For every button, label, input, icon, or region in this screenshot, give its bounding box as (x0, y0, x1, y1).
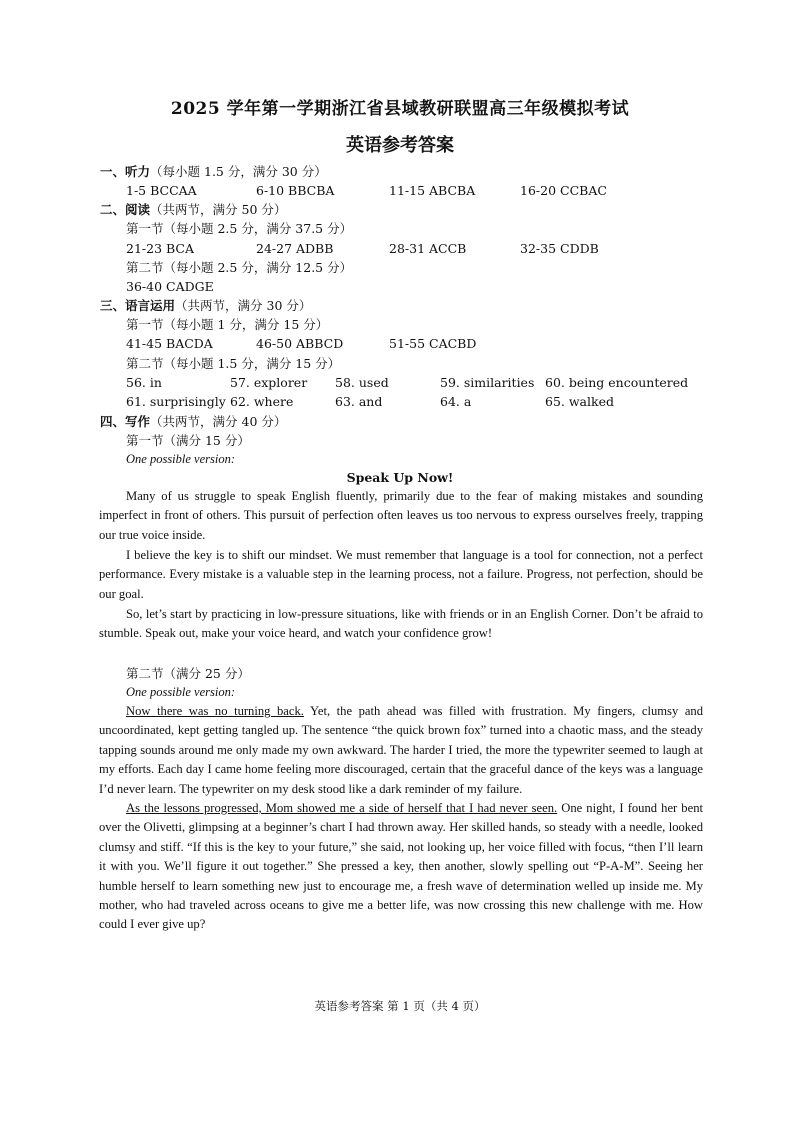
language-part1-label: 第一节（每小题 1 分，满分 15 分） (126, 317, 329, 332)
exam-title: 2025 学年第一学期浙江省县域教研联盟高三年级模拟考试 (170, 99, 630, 119)
reading-part1-answers (126, 239, 726, 258)
reading-part2-answers: 36-40 CADGE (126, 279, 214, 294)
listening-answers (126, 181, 726, 200)
section-number: 二、 (100, 202, 126, 217)
writing-part2-version: One possible version: (126, 685, 236, 699)
blank-answer: 57. explorer (230, 375, 308, 390)
paragraph-body: Yet, the path ahead was filled with frustration. My fingers, clumsy and uncoordinated, kept getting tangled up. The sentence “the quick brown fox” turned into a chaotic mass, and the steady tapping sounds around me only made my own awkward. The harder I tried, the more the typewriter seemed to laugh at my efforts. Each day I came home feeling more discouraged, certain that the graceful dance of the keys was a language I’d never learn. The typewriter on my desk stood like a dark reminder of my failure. (99, 704, 703, 796)
section-name: 阅读 (125, 202, 151, 217)
answer-group: 1-5 BCCAA (126, 183, 197, 198)
essay-title: Speak Up Now! (346, 470, 454, 485)
blank-answer: 60. being encountered (545, 375, 689, 390)
blank-answer: 59. similarities (440, 375, 535, 390)
writing-part1-label: 第一节（满分 15 分） (126, 433, 250, 448)
reading-part2-label: 第二节（每小题 2.5 分，满分 12.5 分） (126, 260, 353, 275)
section-listening-heading (100, 162, 327, 181)
language-part2-label: 第二节（每小题 1.5 分，满分 15 分） (126, 356, 341, 371)
given-opening-sentence: Now there was no turning back. (126, 704, 304, 718)
section-note: （共两节，满分 40 分） (150, 414, 287, 429)
answer-group: 28-31 ACCB (389, 241, 467, 256)
reading-part1-label: 第一节（每小题 2.5 分，满分 37.5 分） (126, 221, 353, 236)
section-name: 写作 (125, 414, 151, 429)
section-language-heading (100, 296, 311, 315)
blank-answer: 61. surprisingly (126, 394, 226, 409)
essay-paragraph: I believe the key is to shift our mindset. We must remember that language is a tool for connection, not a perfect performance. Every mistake is a valuable step in the learning process, not a failure. Progress, not perfection, should be our goal. (99, 548, 703, 601)
continuation-paragraph (99, 799, 703, 935)
answer-key-title: 英语参考答案 (346, 135, 454, 156)
section-note: （共两节，满分 30 分） (175, 298, 312, 313)
answer-group: 11-15 ABCBA (389, 183, 476, 198)
writing-part2-label: 第二节（满分 25 分） (126, 666, 250, 681)
section-number: 三、 (100, 298, 126, 313)
answer-group: 32-35 CDDB (520, 241, 599, 256)
answer-group: 6-10 BBCBA (256, 183, 335, 198)
answer-group: 21-23 BCA (126, 241, 195, 256)
section-reading-heading (100, 200, 286, 219)
blank-answer: 64. a (440, 394, 472, 409)
section-note: （共两节，满分 50 分） (150, 202, 287, 217)
writing-part1-version: One possible version: (126, 452, 236, 466)
answer-group: 24-27 ADBB (256, 241, 334, 256)
paragraph-body: One night, I found her bent over the Olivetti, glimpsing at a beginner’s chart I had thrown away. Her skilled hands, so steady with a needle, looked clumsy and stiff. “If this is the key to your future,” she said, not looking up, her voice filled with focus, “then I’ll learn it with you. We’ll figure it out together.” She pressed a key, then another, slowly spelling out “P-A-M”. Seeing her humble herself to learn something new just to encourage me, a fresh wave of determination welled up inside me. My mother, who had traveled across oceans to give me a better life, was now crossing this new challenge with me. How could I ever give up? (99, 801, 703, 932)
essay-paragraph: Many of us struggle to speak English fluently, primarily due to the fear of making mistakes and sounding imperfect in front of others. This pursuit of perfection often leaves us too nervous to express ourselves freely, trapping our true voice inside. (99, 489, 703, 542)
answer-group: 46-50 ABBCD (256, 336, 344, 351)
answer-group: 41-45 BACDA (126, 336, 213, 351)
continuation-paragraph (99, 702, 703, 799)
blank-answer: 58. used (335, 375, 389, 390)
blank-answer: 56. in (126, 375, 162, 390)
answer-group: 51-55 CACBD (389, 336, 477, 351)
language-part2-row2 (126, 392, 726, 411)
language-part1-answers (126, 334, 726, 353)
section-writing-heading (100, 412, 286, 431)
blank-answer: 62. where (230, 394, 294, 409)
given-opening-sentence: As the lessons progressed, Mom showed me a side of herself that I had never seen. (126, 801, 558, 815)
section-number: 四、 (100, 414, 126, 429)
blank-answer: 63. and (335, 394, 383, 409)
language-part2-row1 (126, 373, 726, 392)
answer-group: 16-20 CCBAC (520, 183, 607, 198)
essay-paragraph: So, let’s start by practicing in low-pressure situations, like with friends or in an English Corner. Don’t be afraid to stumble. Speak out, make your voice heard, and watch your confidence grow! (99, 607, 703, 641)
blank-answer: 65. walked (545, 394, 614, 409)
section-number: 一、 (100, 164, 126, 179)
section-name: 听力 (125, 164, 151, 179)
section-note: （每小题 1.5 分，满分 30 分） (150, 164, 327, 179)
section-name: 语言运用 (125, 298, 176, 313)
page-footer: 英语参考答案 第 1 页（共 4 页） (314, 999, 486, 1013)
